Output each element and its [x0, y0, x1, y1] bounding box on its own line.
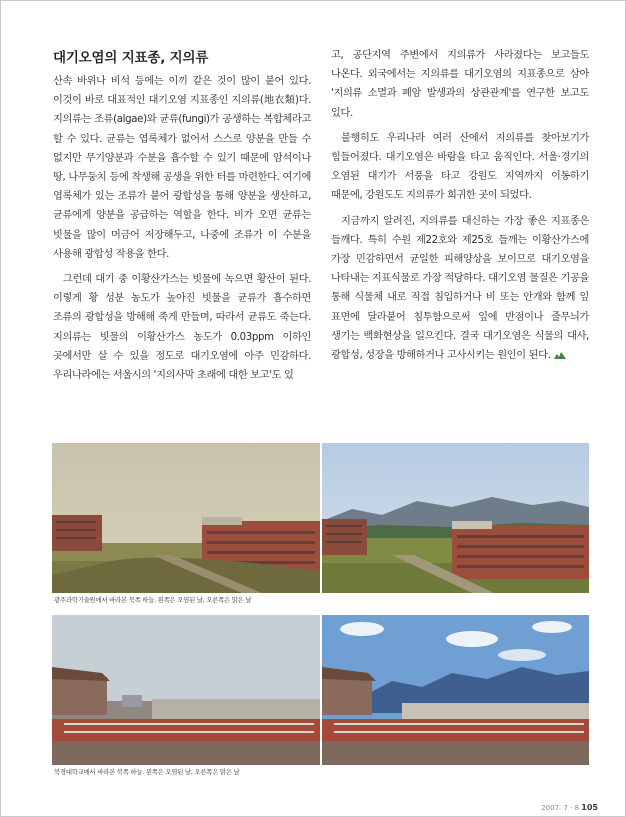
page-footer [541, 803, 598, 812]
right-paragraph-2: 불행히도 우리나라 여러 산에서 지의류를 찾아보기가 힘들어졌다. 대기오염은 바람을 타고 움직인다. 서울·경기의 오염된 대기가 서풍을 타고 강원도 지역까지 이동하기 때문에, 강원도도 지의류가 희귀한 곳이 되었다. [331, 132, 589, 202]
footer-date: 2007. 7 · 8 [541, 804, 580, 812]
right-paragraph-3 [331, 212, 589, 366]
right-column [331, 46, 589, 371]
left-paragraph-1: 산속 바위나 비석 등에는 이끼 같은 것이 많이 붙어 있다. 이것이 바로 대표적인 대기오염 지표종인 지의류(地衣類)다. 지의류는 조류(algae)와 균류(fungi)가 공생하는 복합체라고 할 수 있다. 균류는 엽록체가 없어서 스스로 양분을 만들 수 없지만 무기양분과 수분을 흡수할 수 있기 때문에 암석이나 땅, 나무둥치 등에 착생해 공생을 위한 터를 마련한다. 여기에 엽록체가 있는 조류가 붙어 광합성을 통해 양분을 생산하고, 균류에게 양분을 공급하는 역할을 한다. 비가 오면 균류는 빗물을 많이 머금어 저장해두고, 나중에 조류가 이 수분을 사용해 광합성 작용을 한다. [53, 76, 311, 260]
article-title: 대기오염의 지표종, 지의류 [53, 50, 209, 66]
right-paragraph-3-text: 지금까지 알려진, 지의류를 대신하는 가장 좋은 지표종은 들깨다. 특히 수원 제22호와 제25호 들깨는 이황산가스에 가장 민감하면서 균일한 피해양상을 보이므로 대기오염을 나타내는 지표식물로 가장 적당하다. 대기오염 물질은 기공을 통해 식물체 내로 직접 침입하거나 비 또는 안개와 함께 잎 표면에 달라붙어 침투함으로써 잎에 반점이나 줄무늬가 생기는 백화현상을 일으킨다. 결국 대기오염은 식물의 대사, 광합성, 성장을 방해하거나 고사시키는 원인이 된다. [331, 215, 589, 362]
photo-beijing-clear [322, 615, 589, 765]
photo-gwangju-polluted [52, 443, 320, 593]
caption-gwangju: 광주과학기술원에서 바라본 북쪽 하늘. 왼쪽은 오염된 날, 오른쪽은 맑은 날 [54, 596, 252, 604]
right-paragraph-1: 고, 공단지역 주변에서 지의류가 사라졌다는 보고들도 나온다. 외국에서는 지의류를 대기오염의 지표종으로 삼아 '지의류 소멸과 폐암 발생과의 상관관계'를 연구한 보고도 있다. [331, 50, 589, 119]
end-mark-icon [554, 351, 566, 359]
left-paragraph-2: 그런데 대기 중 이황산가스는 빗물에 녹으면 황산이 된다. 이렇게 황 성분 농도가 높아진 빗물을 균류가 흡수하면 조류의 광합성을 방해해 죽게 만들며, 따라서 균류도 죽는다. 지의류는 빗물의 이황산가스 농도가 0.03ppm 이하인 곳에서만 살 수 있을 정도로 대기오염에 아주 민감하다. 우리나라에는 서울시의 '지의사막 초래에 대한 보고'도 있 [53, 274, 311, 382]
page-number: 105 [581, 803, 598, 812]
left-column [53, 46, 311, 391]
photo-gwangju-clear [322, 443, 589, 593]
caption-beijing: 북경대학교에서 바라본 북쪽 하늘. 왼쪽은 오염된 날, 오른쪽은 맑은 날 [54, 768, 240, 776]
photo-beijing-polluted [52, 615, 320, 765]
